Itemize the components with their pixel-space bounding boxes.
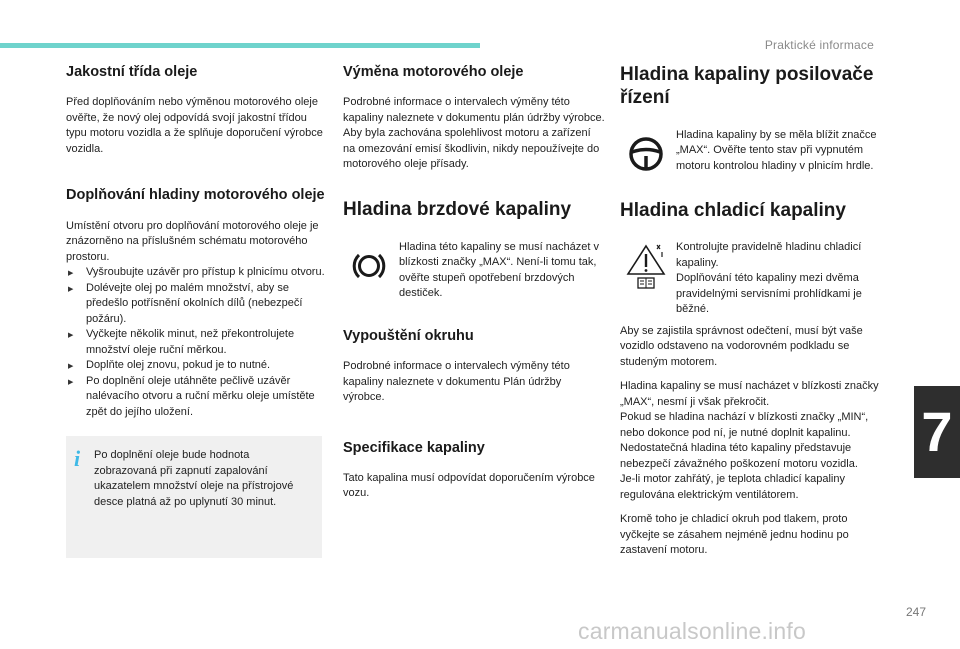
power-steering-row	[620, 128, 882, 180]
chapter-number: 7	[921, 400, 953, 463]
oil-refill-intro: Umístění otvoru pro doplňování motorového oleje je znázorněno na příslušném schématu motorového prostoru.	[66, 219, 319, 263]
info-icon: i	[74, 446, 81, 472]
page-number: 247	[905, 605, 926, 619]
coolant-text-3: Pokud se hladina nachází v blízkosti značky „MIN“, nebo dokonce pod ní, je nutné doplnit kapalinu.	[620, 411, 869, 439]
coolant-section	[620, 200, 882, 559]
drain-heading: Vypouštění okruhu	[343, 327, 474, 344]
power-steering-heading: Hladina kapaliny posilovače řízení	[620, 64, 874, 108]
coolant-text-1: Aby se zajistila správnost odečtení, musí být vaše vozidlo odstaveno na vodorovném podkladu se studeným motorem.	[620, 324, 863, 368]
coolant-text-4: Nedostatečná hladina této kapaliny představuje nebezpečí závažného poškození motoru vozidla.	[620, 442, 858, 470]
list-item: ▶ Vyšroubujte uzávěr pro přístup k plnicímu otvoru.	[66, 265, 328, 281]
spec-text: Tato kapalina musí odpovídat doporučením výrobce vozu.	[343, 471, 595, 500]
oil-grade-heading: Jakostní třída oleje	[66, 64, 198, 80]
oil-refill-section	[66, 187, 328, 420]
oil-change-section	[343, 64, 605, 173]
section-title: Praktické informace	[764, 38, 874, 52]
watermark: carmanualsonline.info	[578, 618, 806, 644]
oil-grade-text: Před doplňováním nebo výměnou motorového oleje ověřte, že nový olej odpovídá svojí jakostní třídou typu motoru vozidla a že splňuje doporučení výrobce vozidla.	[66, 96, 323, 155]
oil-grade-section	[66, 64, 328, 157]
brake-fluid-row	[343, 240, 605, 302]
coolant-text-2: Hladina kapaliny se musí nacházet v blízkosti značky „MAX“, nesmí ji však překročit.	[620, 380, 879, 408]
brake-fluid-text: Hladina této kapaliny se musí nacházet v blízkosti značky „MAX“. Není-li tomu tak, ověřte stupeň opotřebení brzdových destiček.	[399, 240, 599, 300]
hot-coolant-warning-icon	[620, 240, 672, 292]
column-2	[343, 64, 605, 532]
list-item: ▶ Doplňte olej znovu, pokud je to nutné.	[66, 358, 328, 374]
coolant-icon-text: Kontrolujte pravidelně hladinu chladicí kapaliny. Doplňování této kapaliny mezi dvěma pravidelnými servisními prohlídkami je běžné.	[676, 241, 862, 316]
spec-heading: Specifikace kapaliny	[343, 439, 485, 456]
column-1	[66, 64, 328, 558]
coolant-text-5: Je-li motor zahřátý, je teplota chladicí kapaliny regulována elektrickým ventilátorem.	[620, 473, 845, 501]
brake-fluid-heading: Hladina brzdové kapaliny	[343, 198, 572, 220]
oil-change-text-2: Aby byla zachována spolehlivost motoru a zařízení na omezování emisí škodlivin, nikdy nepoužívejte do motorového oleje přísady.	[343, 127, 600, 171]
oil-change-text-1: Podrobné informace o intervalech výměny této kapaliny naleznete v dokumentu plán údržby výrobce.	[343, 96, 605, 124]
coolant-text-6: Kromě toho je chladicí okruh pod tlakem, proto vyčkejte se zásahem nejméně jednu hodinu po zastavení motoru.	[620, 513, 849, 557]
info-note-text: Po doplnění oleje bude hodnota zobrazovaná při zapnutí zapalování ukazatelem množství oleje na přístrojové desce platná až po uplynutí 30 minut.	[94, 449, 294, 508]
info-box	[66, 436, 322, 558]
list-item: ▶ Vyčkejte několik minut, než překontrolujete množství oleje ruční měrkou.	[66, 327, 328, 358]
list-item: ▶ Dolévejte olej po malém množství, aby se předešlo potřísnění okolních dílů (nebezpečí požáru).	[66, 281, 328, 328]
drain-section	[343, 328, 605, 406]
brake-warning-icon	[343, 240, 395, 292]
drain-text: Podrobné informace o intervalech výměny této kapaliny naleznete v dokumentu Plán údržby výrobce.	[343, 360, 570, 404]
list-item: ▶ Po doplnění oleje utáhněte pečlivě uzávěr nalévacího otvoru a ruční měrku oleje umístěte zpět do jejího uložení.	[66, 374, 328, 421]
power-steering-section	[620, 64, 882, 180]
steering-wheel-icon	[620, 128, 672, 180]
oil-refill-steps	[66, 265, 328, 420]
power-steering-text: Hladina kapaliny by se měla blížit značce „MAX“. Ověřte tento stav při vypnutém motoru kontrolou hladiny v plnicím hrdle.	[676, 128, 877, 172]
coolant-heading: Hladina chladicí kapaliny	[620, 199, 846, 221]
oil-change-heading: Výměna motorového oleje	[343, 64, 524, 80]
chapter-tab	[914, 386, 960, 478]
brake-fluid-section	[343, 199, 605, 302]
coolant-row	[620, 240, 882, 318]
spec-section	[343, 440, 605, 502]
header-accent-bar	[0, 43, 480, 48]
oil-refill-heading: Doplňování hladiny motorového oleje	[66, 187, 325, 204]
column-3	[620, 64, 882, 589]
